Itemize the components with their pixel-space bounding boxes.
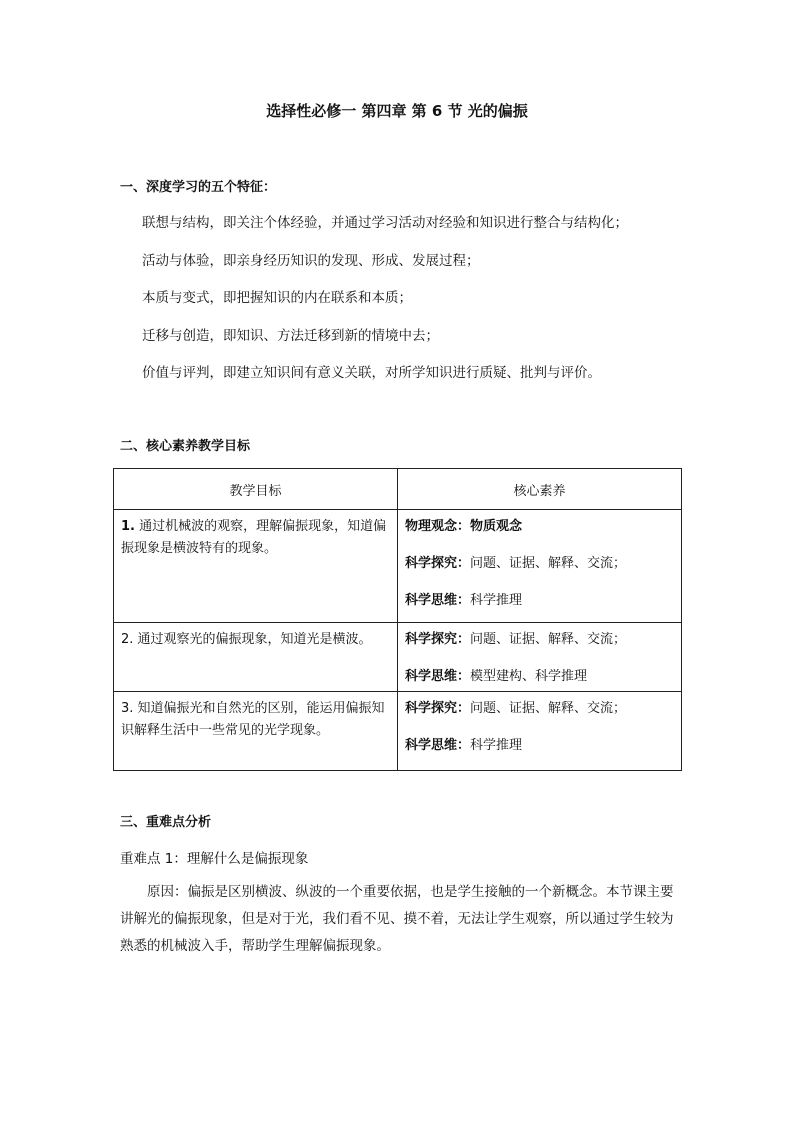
literacy-item: 物理观念：物质观念 <box>405 519 523 534</box>
column-header-literacy: 核心素养 <box>398 469 682 510</box>
literacy-item: 科学探究：问题、证据、解释、交流； <box>405 632 627 647</box>
literacy-item: 科学思维：科学推理 <box>405 593 523 608</box>
goals-table <box>113 468 682 771</box>
goal-number: 1. <box>121 519 135 534</box>
literacy-cell <box>398 692 682 771</box>
feature-item: 价值与评判，即建立知识间有意义关联，对所学知识进行质疑、批判与评价。 <box>142 365 601 381</box>
goal-text: 3. 知道偏振光和自然光的区别，能运用偏振知识解释生活中一些常见的光学现象。 <box>121 701 385 738</box>
goal-text: 通过机械波的观察，理解偏振现象，知道偏振现象是横波特有的现象。 <box>121 519 387 556</box>
literacy-cell <box>398 510 682 623</box>
column-header-goal: 教学目标 <box>114 469 398 510</box>
table-header-row <box>114 469 682 510</box>
table-row <box>114 692 682 771</box>
goal-cell <box>114 692 398 771</box>
feature-item: 迁移与创造，即知识、方法迁移到新的情境中去； <box>142 328 439 344</box>
feature-item: 联想与结构，即关注个体经验，并通过学习活动对经验和知识进行整合与结构化； <box>142 215 628 231</box>
table-row <box>114 510 682 623</box>
goal-cell <box>114 623 398 692</box>
section2-heading: 二、核心素养教学目标 <box>120 439 251 454</box>
reason-paragraph: 原因：偏振是区别横波、纵波的一个重要依据，也是学生接触的一个新概念。本节课主要讲解光的偏振现象，但是对于光，我们看不见、摸不着，无法让学生观察，所以通过学生较为熟悉的机械波入手，帮助学生理解偏振现象。 <box>120 884 674 954</box>
literacy-item: 科学探究：问题、证据、解释、交流； <box>405 556 627 571</box>
literacy-item: 科学思维：科学推理 <box>405 738 523 753</box>
feature-item: 本质与变式，即把握知识的内在联系和本质； <box>142 290 412 306</box>
goal-cell <box>114 510 398 623</box>
section3-heading: 三、重难点分析 <box>120 815 212 830</box>
page-title: 选择性必修一 第四章 第 6 节 光的偏振 <box>266 102 528 120</box>
literacy-item: 科学探究：问题、证据、解释、交流； <box>405 701 627 716</box>
feature-item: 活动与体验，即亲身经历知识的发现、形成、发展过程； <box>142 253 480 269</box>
section1-heading: 一、深度学习的五个特征： <box>120 180 277 195</box>
key-point-1: 重难点 1：理解什么是偏振现象 <box>120 851 309 867</box>
table-row <box>114 623 682 692</box>
goal-text: 2. 通过观察光的偏振现象，知道光是横波。 <box>121 632 372 647</box>
literacy-item: 科学思维：模型建构、科学推理 <box>405 669 588 684</box>
literacy-cell <box>398 623 682 692</box>
